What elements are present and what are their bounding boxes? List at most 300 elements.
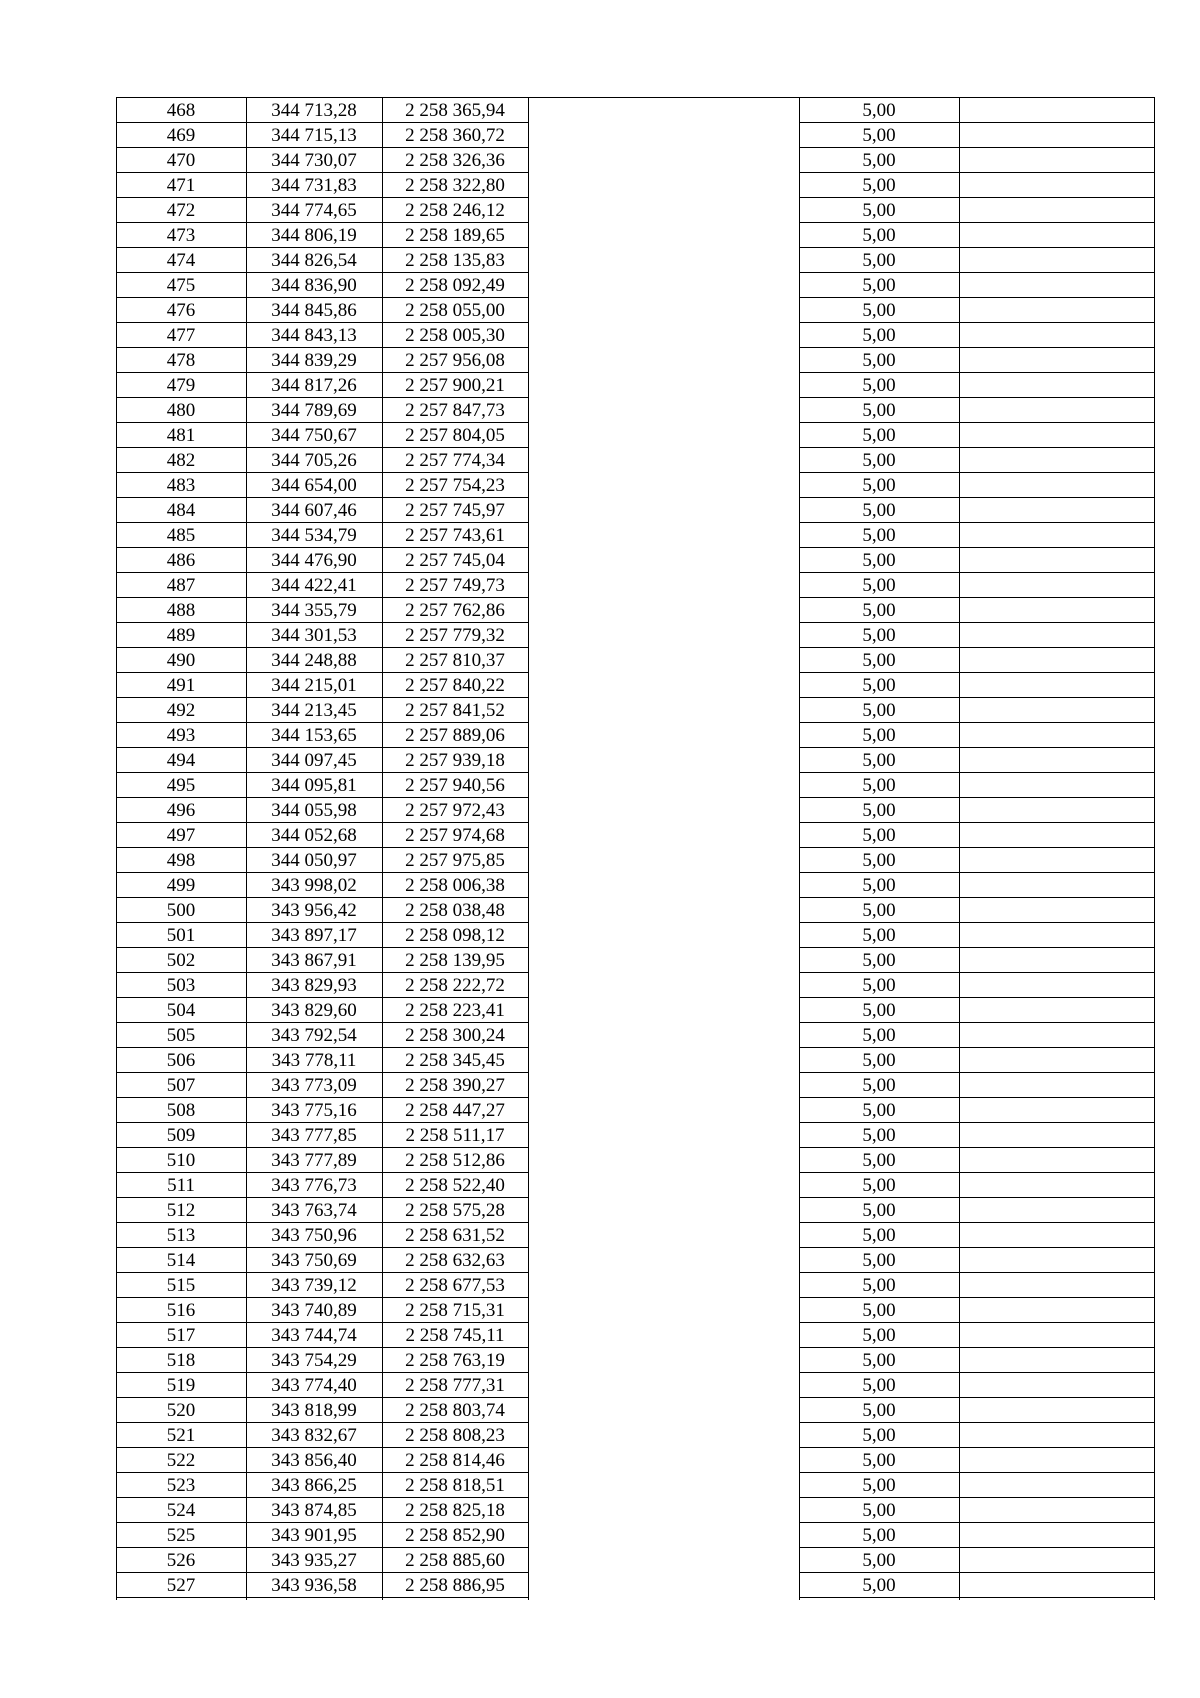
cell-point-number: 516 — [166, 1300, 196, 1321]
cell-empty — [528, 873, 799, 898]
cell-value: 5,00 — [862, 325, 896, 346]
table-row — [116, 773, 1155, 798]
cell-empty — [528, 1498, 799, 1523]
table-row — [116, 473, 1155, 498]
cell-value: 5,00 — [862, 1500, 896, 1521]
cell-x-coordinate: 343 867,91 — [271, 950, 357, 971]
cell-empty — [528, 1148, 799, 1173]
cell-value: 5,00 — [862, 1025, 896, 1046]
cell-x-coordinate: 344 731,83 — [271, 175, 357, 196]
cell-y-coordinate: 2 257 972,43 — [405, 800, 505, 821]
cell-x-coordinate: 344 817,26 — [271, 375, 357, 396]
cell-value: 5,00 — [862, 1250, 896, 1271]
cell-value: 5,00 — [862, 1200, 896, 1221]
cell-value: 5,00 — [862, 375, 896, 396]
cell-x-coordinate: 344 095,81 — [271, 775, 357, 796]
table-row — [116, 1323, 1155, 1348]
cell-empty-last — [959, 148, 1155, 173]
cell-x-coordinate: 344 215,01 — [271, 675, 357, 696]
cell-empty-last — [959, 623, 1155, 648]
cell-point-number: 525 — [166, 1525, 196, 1546]
table-row — [116, 1173, 1155, 1198]
cell-empty-last — [959, 1098, 1155, 1123]
table-row — [116, 598, 1155, 623]
cell-y-coordinate: 2 258 223,41 — [405, 1000, 505, 1021]
cell-empty-last — [959, 1448, 1155, 1473]
cell-point-number: 484 — [166, 500, 196, 521]
cell-empty-last — [959, 1048, 1155, 1073]
cell-empty — [528, 1323, 799, 1348]
row-divider — [382, 1597, 528, 1598]
table-row — [116, 423, 1155, 448]
cell-point-number: 471 — [166, 175, 196, 196]
cell-empty-last — [959, 1123, 1155, 1148]
cell-empty — [528, 1123, 799, 1148]
cell-y-coordinate: 2 258 808,23 — [405, 1425, 505, 1446]
cell-point-number: 527 — [166, 1575, 196, 1596]
cell-empty-last — [959, 1348, 1155, 1373]
cell-empty-last — [959, 598, 1155, 623]
cell-value: 5,00 — [862, 1325, 896, 1346]
cell-value: 5,00 — [862, 925, 896, 946]
cell-x-coordinate: 344 050,97 — [271, 850, 357, 871]
cell-empty-last — [959, 398, 1155, 423]
table-row — [116, 1073, 1155, 1098]
row-divider — [959, 1597, 1155, 1598]
cell-empty — [528, 998, 799, 1023]
cell-empty — [528, 1223, 799, 1248]
cell-empty-last — [959, 1298, 1155, 1323]
cell-value: 5,00 — [862, 1100, 896, 1121]
cell-empty — [528, 723, 799, 748]
cell-point-number: 500 — [166, 900, 196, 921]
table-row — [116, 1473, 1155, 1498]
cell-empty — [528, 673, 799, 698]
cell-value: 5,00 — [862, 550, 896, 571]
cell-point-number: 504 — [166, 1000, 196, 1021]
cell-empty — [528, 473, 799, 498]
cell-y-coordinate: 2 258 745,11 — [405, 1325, 505, 1346]
cell-value: 5,00 — [862, 1275, 896, 1296]
cell-empty — [528, 1448, 799, 1473]
cell-value: 5,00 — [862, 1525, 896, 1546]
cell-point-number: 497 — [166, 825, 196, 846]
cell-x-coordinate: 344 213,45 — [271, 700, 357, 721]
cell-value: 5,00 — [862, 1050, 896, 1071]
cell-empty — [528, 798, 799, 823]
cell-y-coordinate: 2 258 390,27 — [405, 1075, 505, 1096]
cell-x-coordinate: 344 826,54 — [271, 250, 357, 271]
table-row — [116, 298, 1155, 323]
cell-empty — [528, 1173, 799, 1198]
cell-y-coordinate: 2 257 745,97 — [405, 500, 505, 521]
cell-empty — [528, 348, 799, 373]
table-row — [116, 1098, 1155, 1123]
table-row — [116, 1298, 1155, 1323]
cell-point-number: 519 — [166, 1375, 196, 1396]
cell-point-number: 481 — [166, 425, 196, 446]
cell-y-coordinate: 2 257 974,68 — [405, 825, 505, 846]
cell-empty-last — [959, 973, 1155, 998]
cell-y-coordinate: 2 257 749,73 — [405, 575, 505, 596]
cell-y-coordinate: 2 258 326,36 — [405, 150, 505, 171]
cell-x-coordinate: 343 829,93 — [271, 975, 357, 996]
cell-x-coordinate: 343 750,69 — [271, 1250, 357, 1271]
cell-empty-last — [959, 673, 1155, 698]
cell-value: 5,00 — [862, 500, 896, 521]
cell-empty — [528, 1423, 799, 1448]
cell-y-coordinate: 2 258 098,12 — [405, 925, 505, 946]
cell-x-coordinate: 343 744,74 — [271, 1325, 357, 1346]
cell-empty — [528, 98, 799, 123]
cell-x-coordinate: 344 052,68 — [271, 825, 357, 846]
cell-value: 5,00 — [862, 700, 896, 721]
cell-empty — [528, 1523, 799, 1548]
cell-y-coordinate: 2 258 803,74 — [405, 1400, 505, 1421]
table-row — [116, 1423, 1155, 1448]
cell-point-number: 509 — [166, 1125, 196, 1146]
table-row — [116, 923, 1155, 948]
cell-point-number: 515 — [166, 1275, 196, 1296]
cell-x-coordinate: 344 843,13 — [271, 325, 357, 346]
cell-point-number: 487 — [166, 575, 196, 596]
cell-empty — [528, 1473, 799, 1498]
table-row — [116, 1398, 1155, 1423]
cell-value: 5,00 — [862, 1175, 896, 1196]
cell-empty — [528, 223, 799, 248]
table-row — [116, 1123, 1155, 1148]
cell-empty-last — [959, 1223, 1155, 1248]
table-row — [116, 648, 1155, 673]
cell-empty — [528, 298, 799, 323]
cell-empty — [528, 398, 799, 423]
cell-empty-last — [959, 873, 1155, 898]
cell-y-coordinate: 2 258 055,00 — [405, 300, 505, 321]
table-row — [116, 498, 1155, 523]
table-row — [116, 98, 1155, 123]
cell-empty-last — [959, 548, 1155, 573]
cell-point-number: 483 — [166, 475, 196, 496]
cell-y-coordinate: 2 257 762,86 — [405, 600, 505, 621]
cell-x-coordinate: 343 778,11 — [271, 1050, 357, 1071]
cell-value: 5,00 — [862, 775, 896, 796]
cell-point-number: 470 — [166, 150, 196, 171]
table-row — [116, 623, 1155, 648]
cell-empty-last — [959, 1548, 1155, 1573]
cell-y-coordinate: 2 257 975,85 — [405, 850, 505, 871]
table-row — [116, 348, 1155, 373]
cell-x-coordinate: 344 422,41 — [271, 575, 357, 596]
cell-point-number: 494 — [166, 750, 196, 771]
cell-point-number: 526 — [166, 1550, 196, 1571]
cell-empty — [528, 1373, 799, 1398]
cell-empty — [528, 648, 799, 673]
cell-value: 5,00 — [862, 1075, 896, 1096]
cell-y-coordinate: 2 257 900,21 — [405, 375, 505, 396]
cell-value: 5,00 — [862, 875, 896, 896]
cell-point-number: 486 — [166, 550, 196, 571]
cell-value: 5,00 — [862, 1300, 896, 1321]
cell-empty — [528, 423, 799, 448]
cell-value: 5,00 — [862, 250, 896, 271]
cell-x-coordinate: 344 705,26 — [271, 450, 357, 471]
cell-y-coordinate: 2 258 814,46 — [405, 1450, 505, 1471]
cell-value: 5,00 — [862, 650, 896, 671]
cell-point-number: 469 — [166, 125, 196, 146]
table-row — [116, 748, 1155, 773]
table-row — [116, 698, 1155, 723]
cell-empty-last — [959, 948, 1155, 973]
cell-value: 5,00 — [862, 175, 896, 196]
cell-y-coordinate: 2 257 779,32 — [405, 625, 505, 646]
cell-value: 5,00 — [862, 300, 896, 321]
cell-value: 5,00 — [862, 900, 896, 921]
cell-empty — [528, 1073, 799, 1098]
cell-value: 5,00 — [862, 1225, 896, 1246]
cell-point-number: 503 — [166, 975, 196, 996]
cell-x-coordinate: 343 763,74 — [271, 1200, 357, 1221]
cell-x-coordinate: 344 476,90 — [271, 550, 357, 571]
cell-point-number: 510 — [166, 1150, 196, 1171]
cell-empty — [528, 598, 799, 623]
cell-y-coordinate: 2 258 632,63 — [405, 1250, 505, 1271]
cell-x-coordinate: 344 715,13 — [271, 125, 357, 146]
cell-empty — [528, 498, 799, 523]
cell-value: 5,00 — [862, 100, 896, 121]
cell-empty-last — [959, 348, 1155, 373]
cell-point-number: 498 — [166, 850, 196, 871]
cell-value: 5,00 — [862, 750, 896, 771]
row-divider — [116, 1597, 246, 1598]
cell-y-coordinate: 2 258 005,30 — [405, 325, 505, 346]
cell-empty-last — [959, 998, 1155, 1023]
cell-point-number: 472 — [166, 200, 196, 221]
cell-value: 5,00 — [862, 1450, 896, 1471]
cell-empty — [528, 1023, 799, 1048]
cell-x-coordinate: 344 248,88 — [271, 650, 357, 671]
cell-point-number: 508 — [166, 1100, 196, 1121]
cell-y-coordinate: 2 258 763,19 — [405, 1350, 505, 1371]
cell-y-coordinate: 2 258 365,94 — [405, 100, 505, 121]
row-divider — [799, 1597, 959, 1598]
cell-y-coordinate: 2 258 575,28 — [405, 1200, 505, 1221]
cell-y-coordinate: 2 258 345,45 — [405, 1050, 505, 1071]
cell-value: 5,00 — [862, 1400, 896, 1421]
cell-y-coordinate: 2 258 322,80 — [405, 175, 505, 196]
cell-point-number: 485 — [166, 525, 196, 546]
table-row — [116, 1523, 1155, 1548]
table-row — [116, 1548, 1155, 1573]
table-row — [116, 1048, 1155, 1073]
cell-point-number: 488 — [166, 600, 196, 621]
cell-x-coordinate: 343 856,40 — [271, 1450, 357, 1471]
cell-x-coordinate: 343 792,54 — [271, 1025, 357, 1046]
cell-value: 5,00 — [862, 1550, 896, 1571]
table-row — [116, 123, 1155, 148]
cell-x-coordinate: 343 777,85 — [271, 1125, 357, 1146]
cell-empty — [528, 1298, 799, 1323]
table-row — [116, 1148, 1155, 1173]
cell-y-coordinate: 2 258 825,18 — [405, 1500, 505, 1521]
cell-empty — [528, 323, 799, 348]
cell-y-coordinate: 2 258 189,65 — [405, 225, 505, 246]
cell-empty-last — [959, 1473, 1155, 1498]
cell-y-coordinate: 2 258 818,51 — [405, 1475, 505, 1496]
cell-value: 5,00 — [862, 275, 896, 296]
cell-empty — [528, 1098, 799, 1123]
cell-x-coordinate: 343 739,12 — [271, 1275, 357, 1296]
cell-y-coordinate: 2 258 360,72 — [405, 125, 505, 146]
cell-empty-last — [959, 1398, 1155, 1423]
cell-y-coordinate: 2 257 841,52 — [405, 700, 505, 721]
table-row — [116, 273, 1155, 298]
coordinate-table — [116, 97, 1155, 1600]
cell-value: 5,00 — [862, 950, 896, 971]
cell-empty-last — [959, 423, 1155, 448]
cell-empty — [528, 848, 799, 873]
table-row — [116, 1348, 1155, 1373]
cell-y-coordinate: 2 257 745,04 — [405, 550, 505, 571]
cell-empty — [528, 1398, 799, 1423]
cell-y-coordinate: 2 258 522,40 — [405, 1175, 505, 1196]
cell-x-coordinate: 343 773,09 — [271, 1075, 357, 1096]
cell-empty-last — [959, 473, 1155, 498]
cell-x-coordinate: 344 836,90 — [271, 275, 357, 296]
cell-x-coordinate: 344 534,79 — [271, 525, 357, 546]
cell-point-number: 473 — [166, 225, 196, 246]
cell-value: 5,00 — [862, 1150, 896, 1171]
cell-x-coordinate: 343 901,95 — [271, 1525, 357, 1546]
cell-y-coordinate: 2 258 135,83 — [405, 250, 505, 271]
cell-x-coordinate: 344 750,67 — [271, 425, 357, 446]
table-row — [116, 948, 1155, 973]
cell-empty-last — [959, 1248, 1155, 1273]
table-row — [116, 248, 1155, 273]
cell-value: 5,00 — [862, 800, 896, 821]
cell-empty-last — [959, 248, 1155, 273]
cell-empty — [528, 698, 799, 723]
cell-empty — [528, 1248, 799, 1273]
cell-point-number: 506 — [166, 1050, 196, 1071]
table-row — [116, 973, 1155, 998]
cell-empty-last — [959, 1323, 1155, 1348]
table-row — [116, 223, 1155, 248]
cell-x-coordinate: 343 754,29 — [271, 1350, 357, 1371]
cell-y-coordinate: 2 257 956,08 — [405, 350, 505, 371]
row-divider — [246, 1597, 382, 1598]
cell-x-coordinate: 344 607,46 — [271, 500, 357, 521]
cell-empty-last — [959, 198, 1155, 223]
cell-empty-last — [959, 1523, 1155, 1548]
cell-point-number: 474 — [166, 250, 196, 271]
cell-empty — [528, 123, 799, 148]
cell-y-coordinate: 2 258 885,60 — [405, 1550, 505, 1571]
cell-empty-last — [959, 1423, 1155, 1448]
cell-empty — [528, 248, 799, 273]
cell-x-coordinate: 344 789,69 — [271, 400, 357, 421]
cell-point-number: 499 — [166, 875, 196, 896]
cell-empty — [528, 1573, 799, 1598]
cell-y-coordinate: 2 258 246,12 — [405, 200, 505, 221]
cell-empty — [528, 173, 799, 198]
table-row — [116, 723, 1155, 748]
cell-empty-last — [959, 523, 1155, 548]
cell-x-coordinate: 344 153,65 — [271, 725, 357, 746]
cell-point-number: 521 — [166, 1425, 196, 1446]
table-row — [116, 848, 1155, 873]
cell-point-number: 524 — [166, 1500, 196, 1521]
cell-y-coordinate: 2 258 677,53 — [405, 1275, 505, 1296]
cell-y-coordinate: 2 257 847,73 — [405, 400, 505, 421]
table-row — [116, 523, 1155, 548]
cell-empty — [528, 273, 799, 298]
cell-empty-last — [959, 1173, 1155, 1198]
cell-empty — [528, 373, 799, 398]
cell-empty-last — [959, 1573, 1155, 1598]
cell-x-coordinate: 343 774,40 — [271, 1375, 357, 1396]
table-row — [116, 823, 1155, 848]
cell-x-coordinate: 343 832,67 — [271, 1425, 357, 1446]
cell-x-coordinate: 344 713,28 — [271, 100, 357, 121]
cell-value: 5,00 — [862, 225, 896, 246]
table-row — [116, 673, 1155, 698]
cell-empty-last — [959, 698, 1155, 723]
cell-value: 5,00 — [862, 400, 896, 421]
cell-x-coordinate: 344 355,79 — [271, 600, 357, 621]
table-row — [116, 1573, 1155, 1598]
cell-y-coordinate: 2 258 300,24 — [405, 1025, 505, 1046]
cell-value: 5,00 — [862, 125, 896, 146]
cell-point-number: 477 — [166, 325, 196, 346]
table-row — [116, 873, 1155, 898]
table-row — [116, 898, 1155, 923]
cell-y-coordinate: 2 258 511,17 — [405, 1125, 505, 1146]
table-row — [116, 1248, 1155, 1273]
cell-x-coordinate: 344 730,07 — [271, 150, 357, 171]
table-row — [116, 1373, 1155, 1398]
cell-point-number: 492 — [166, 700, 196, 721]
cell-empty-last — [959, 848, 1155, 873]
cell-x-coordinate: 344 654,00 — [271, 475, 357, 496]
table-row — [116, 148, 1155, 173]
cell-x-coordinate: 344 055,98 — [271, 800, 357, 821]
table-row — [116, 173, 1155, 198]
cell-empty-last — [959, 573, 1155, 598]
table-row — [116, 1023, 1155, 1048]
cell-x-coordinate: 344 774,65 — [271, 200, 357, 221]
table-row — [116, 1223, 1155, 1248]
cell-value: 5,00 — [862, 1000, 896, 1021]
cell-value: 5,00 — [862, 1350, 896, 1371]
table-row — [116, 448, 1155, 473]
cell-x-coordinate: 343 818,99 — [271, 1400, 357, 1421]
cell-point-number: 482 — [166, 450, 196, 471]
table-row — [116, 398, 1155, 423]
cell-empty — [528, 1273, 799, 1298]
cell-x-coordinate: 344 806,19 — [271, 225, 357, 246]
cell-point-number: 476 — [166, 300, 196, 321]
cell-point-number: 514 — [166, 1250, 196, 1271]
cell-empty-last — [959, 123, 1155, 148]
cell-empty-last — [959, 1498, 1155, 1523]
cell-x-coordinate: 344 301,53 — [271, 625, 357, 646]
table-row — [116, 1198, 1155, 1223]
table-row — [116, 1448, 1155, 1473]
table-row — [116, 198, 1155, 223]
cell-x-coordinate: 343 829,60 — [271, 1000, 357, 1021]
cell-value: 5,00 — [862, 575, 896, 596]
cell-empty-last — [959, 798, 1155, 823]
